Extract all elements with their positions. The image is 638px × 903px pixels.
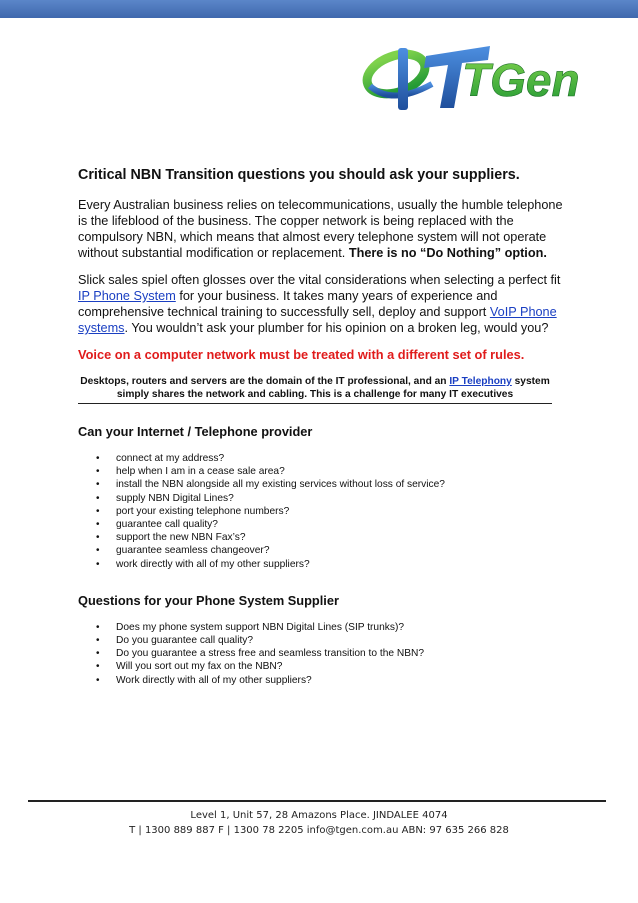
list-item-text: connect at my address? [116, 453, 225, 464]
list-item-text: Does my phone system support NBN Digital Lines (SIP trunks)? [116, 621, 405, 633]
list-item [78, 478, 564, 491]
bullet-icon: • [96, 648, 100, 660]
intro-bold-text: There is no “Do Nothing” option. [348, 246, 547, 260]
supplier-questions-list [78, 621, 564, 687]
footer-contact: T | 1300 889 887 F | 1300 78 2205 info@tgen.com.au ABN: 97 635 266 828 [129, 825, 509, 836]
list-item-text: support the new NBN Fax’s? [116, 532, 246, 544]
footer-divider [28, 800, 606, 802]
sales-text-3: . You wouldn’t ask your plumber for his opinion on a broken leg, would you? [124, 321, 549, 335]
list-item [78, 505, 564, 518]
list-item [78, 647, 564, 660]
logo-stem [398, 48, 408, 110]
bullet-icon: • [96, 479, 100, 491]
red-highlight-line: Voice on a computer network must be treated with a different set of rules. [78, 347, 525, 362]
sales-paragraph [78, 272, 564, 336]
list-item-text: supply NBN Digital Lines? [116, 492, 234, 504]
list-item-text: port your existing telephone numbers? [116, 505, 290, 517]
it-note-box [78, 375, 552, 404]
it-note-text-1: Desktops, routers and servers are the domain of the IT professional, and an [80, 376, 450, 387]
logo-wordmark: TGen [462, 54, 580, 106]
section-provider-heading: Can your Internet / Telephone provider [78, 424, 313, 439]
list-item [78, 531, 564, 544]
list-item [78, 492, 564, 505]
bullet-icon: • [96, 466, 100, 478]
bullet-icon: • [96, 519, 100, 531]
it-note-text-2: system simply shares the network and cabling. This is a challenge for many IT executives [116, 376, 550, 400]
list-item [78, 544, 564, 557]
bullet-icon: • [96, 621, 100, 633]
list-item-text: guarantee seamless changeover? [116, 545, 270, 557]
ip-phone-system-link[interactable]: IP Phone System [78, 289, 176, 303]
bullet-icon: • [96, 558, 100, 570]
list-item-text: work directly with all of my other suppliers? [116, 558, 310, 570]
list-item [78, 518, 564, 531]
document-body [78, 166, 564, 709]
bullet-icon: • [96, 635, 100, 647]
list-item-text: guarantee call quality? [116, 519, 218, 531]
bullet-icon: • [96, 674, 100, 686]
document-title: Critical NBN Transition questions you should ask your suppliers. [78, 167, 520, 183]
list-item-text: Do you guarantee a stress free and seamless transition to the NBN? [116, 648, 425, 660]
sales-text-1: Slick sales spiel often glosses over the vital considerations when selecting a perfect fit [78, 273, 561, 287]
bullet-icon: • [96, 545, 100, 557]
page-footer [0, 808, 638, 838]
list-item-text: help when I am in a cease sale area? [116, 466, 285, 478]
provider-questions-list [78, 452, 564, 571]
section-supplier-heading: Questions for your Phone System Supplier [78, 592, 339, 608]
intro-text: Every Australian business relies on telecommunications, usually the humble telephone is the lifeblood of the business. The copper network is being replaced with the compulsory NBN, which means that almost every telephone system will not operate without substantial modification or replacement. [78, 198, 563, 260]
list-item [78, 674, 564, 687]
list-item [78, 660, 564, 673]
tgen-logo [362, 34, 624, 114]
list-item [78, 452, 564, 465]
list-item-text: install the NBN alongside all my existing services without loss of service? [116, 479, 445, 491]
list-item [78, 634, 564, 647]
list-item-text: Work directly with all of my other suppliers? [116, 674, 312, 686]
bullet-icon: • [96, 661, 100, 673]
list-item [78, 465, 564, 478]
bullet-icon: • [96, 453, 100, 464]
bullet-icon: • [96, 505, 100, 517]
sales-text-2: for your business. It takes many years of experience and comprehensive technical training to successfully sell, deploy and support [78, 289, 498, 319]
list-item [78, 621, 564, 634]
intro-paragraph [78, 197, 564, 261]
footer-address: Level 1, Unit 57, 28 Amazons Place. JINDALEE 4074 [190, 810, 448, 821]
bullet-icon: • [96, 492, 100, 504]
bullet-icon: • [96, 532, 100, 544]
list-item [78, 558, 564, 571]
list-item-text: Do you guarantee call quality? [116, 635, 254, 647]
ip-telephony-link[interactable]: IP Telephony [449, 376, 512, 387]
header-bar [0, 0, 638, 18]
voip-phone-systems-link[interactable]: VoIP Phone systems [78, 305, 557, 335]
list-item-text: Will you sort out my fax on the NBN? [116, 661, 283, 673]
